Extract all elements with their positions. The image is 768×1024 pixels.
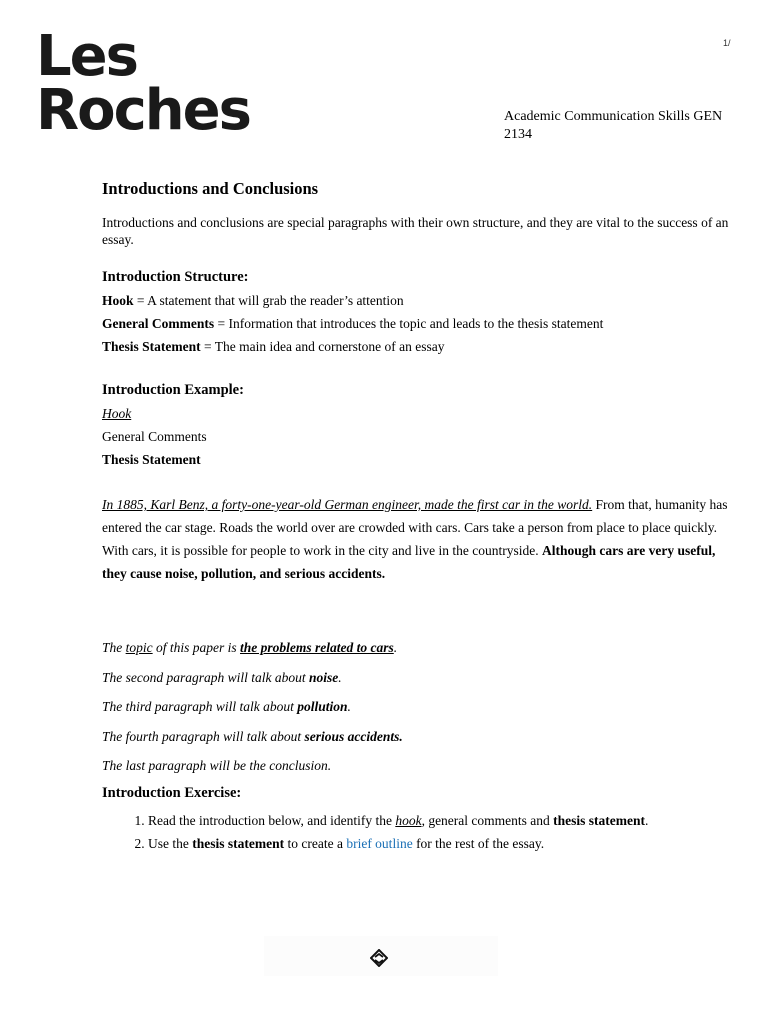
legend-general-comments: General Comments [102, 429, 207, 444]
example-paragraph [102, 493, 732, 585]
plan-line-last: The last paragraph will be the conclusion. [102, 758, 332, 773]
general-comments-text: From that, humanity has entered the car stage. Roads the world over are crowded with cars. Cars take a person from place to place quickly. With cars, it is possible for people to work in the city and live in the countryside. [102, 497, 728, 558]
plan-line-second: The second paragraph will talk about noise. [102, 669, 342, 685]
legend-hook: Hook [102, 406, 132, 421]
exercise-list [102, 809, 732, 855]
intro-paragraph: Introductions and conclusions are special paragraphs with their own structure, and they are vital to the success of an essay. [102, 215, 729, 247]
hook-sentence: In 1885, Karl Benz, a forty-one-year-old German engineer, made the first car in the world. [102, 497, 593, 512]
exercise-heading: Introduction Exercise: [102, 784, 242, 801]
les-roches-logo [36, 24, 268, 150]
legend-thesis: Thesis Statement [102, 452, 201, 467]
thesis-sentence: Although cars are very useful, they cause noise, pollution, and serious accidents. [102, 543, 716, 581]
spacer [102, 358, 732, 378]
brief-outline-link[interactable]: brief outline [346, 835, 413, 851]
exercise-item-1: 1. Read the introduction below, and identify the hook, general comments and thesis statement. [148, 809, 732, 832]
structure-item-thesis: Thesis Statement = The main idea and cornerstone of an essay [102, 339, 445, 354]
spacer [102, 585, 732, 633]
spacer [102, 471, 732, 493]
logo-line-1: Les [36, 24, 137, 89]
page-title: Introductions and Conclusions [102, 179, 319, 198]
exercise-item-2: 2. Use the thesis statement to create a brief outline for the rest of the essay. [148, 832, 732, 855]
structure-heading: Introduction Structure: [102, 269, 249, 285]
document-body [102, 178, 732, 855]
plan-line-topic: The topic of this paper is the problems related to cars. [102, 640, 398, 655]
plan-line-fourth: The fourth paragraph will talk about serious accidents. [102, 728, 403, 744]
course-title: Academic Communication Skills GEN 2134 [504, 109, 723, 142]
logo-line-2: Roches [36, 78, 250, 143]
example-heading: Introduction Example: [102, 382, 244, 398]
page-number: 1/ [723, 38, 731, 48]
structure-item-hook: Hook = A statement that will grab the reader’s attention [102, 293, 404, 308]
structure-item-general-comments: General Comments = Information that introduces the topic and leads to the thesis statement [102, 316, 604, 331]
plan-line-third: The third paragraph will talk about pollution. [102, 699, 351, 714]
diamond-arrows-icon [370, 949, 388, 967]
